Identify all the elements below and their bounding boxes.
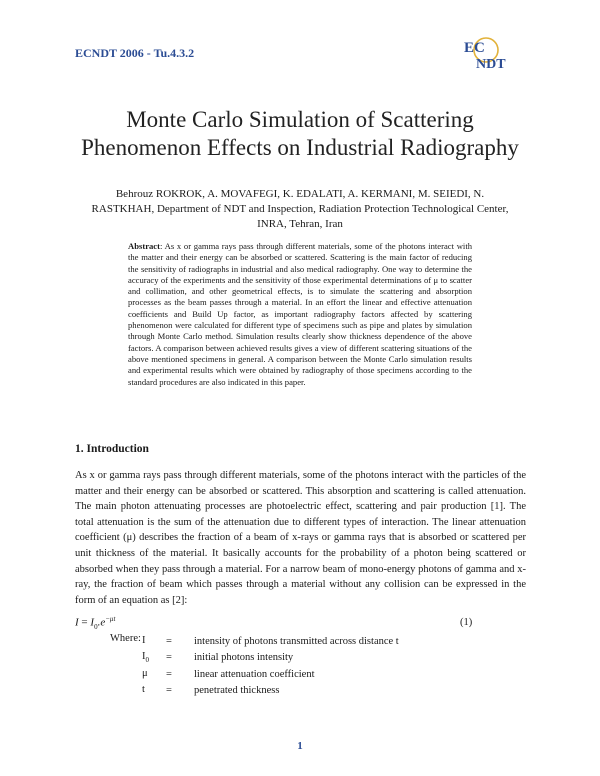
eq-dot-e: .e xyxy=(97,616,106,629)
def-symbol-sub: 0 xyxy=(145,656,149,665)
def-symbol xyxy=(142,668,166,681)
conference-code: ECNDT 2006 - Tu.4.3.2 xyxy=(75,46,195,60)
def-equals: = xyxy=(166,668,172,680)
abstract-label: Abstract xyxy=(128,241,160,251)
def-meaning: penetrated thickness xyxy=(194,685,280,697)
def-equals: = xyxy=(166,652,172,664)
author-line: Behrouz ROKROK, A. MOVAFEGI, K. EDALATI, A. KERMANI, M. SEIEDI, N. xyxy=(115,188,485,200)
def-symbol-text: μ xyxy=(142,667,148,679)
def-symbol-text: I xyxy=(142,651,146,663)
definition-row xyxy=(142,650,399,667)
eq-lhs: I xyxy=(75,616,79,629)
title-line: Monte Carlo Simulation of Scattering xyxy=(126,107,474,132)
def-symbol-text: t xyxy=(142,684,145,696)
eq-exponent: −μt xyxy=(105,615,116,623)
equation-1 xyxy=(75,615,115,631)
section-body xyxy=(75,468,526,608)
definition-row xyxy=(142,683,399,700)
symbol-definitions xyxy=(142,633,399,699)
def-symbol xyxy=(142,684,166,697)
def-meaning: initial photons intensity xyxy=(194,652,294,664)
def-meaning: intensity of photons transmitted across distance t xyxy=(194,635,399,647)
definition-row xyxy=(142,666,399,683)
author-line: INRA, Tehran, Iran xyxy=(257,218,343,230)
eq-equals: = xyxy=(78,616,91,629)
section-heading: 1. Introduction xyxy=(75,443,149,455)
author-affiliations xyxy=(60,187,540,232)
def-meaning: linear attenuation coefficient xyxy=(194,668,315,680)
svg-text:EC: EC xyxy=(464,40,485,56)
equation-number: (1) xyxy=(460,617,473,628)
paper-title xyxy=(40,106,560,162)
title-line: Phenomenon Effects on Industrial Radiography xyxy=(81,135,519,160)
page-number: 1 xyxy=(297,740,303,752)
def-symbol xyxy=(142,651,166,664)
where-label: Where: xyxy=(110,633,141,644)
abstract xyxy=(128,241,472,388)
ecndt-logo xyxy=(460,36,508,72)
def-equals: = xyxy=(166,635,172,647)
eq-base-sub: 0 xyxy=(94,622,98,631)
def-symbol-text: I xyxy=(142,634,146,646)
def-symbol xyxy=(142,635,166,648)
eq-base: I xyxy=(90,616,95,629)
paragraph: As x or gamma rays pass through different materials, some of the photons interact with the particles of the matter and their energy can be absorbed or scattered. This absorption and scattering is called attenuation. The main photon attenuating processes are photoelectric effect, scattering and pair production [1]. The total attenuation is the sum of the attenuation due to different types of interaction. The linear attenuation coefficient (μ) describes the fraction of a beam of x-rays or gamma rays that is absorbed or scattered per unit thickness of the material. It basically accounts for the probability of a photon being scattered or absorbed when they pass through a material. For a narrow beam of mono-energy photons of gamma and x-ray, the fraction of beam which passes through a material without any collision can be expressed in the form of an equation as [2]: xyxy=(75,470,526,606)
author-line: RASTKHAH, Department of NDT and Inspection, Radiation Protection Technological Center, xyxy=(91,203,509,215)
def-equals: = xyxy=(166,685,172,697)
svg-text:NDT: NDT xyxy=(476,57,506,72)
abstract-text: : As x or gamma rays pass through different materials, some of the photons interact with the matter and their energy can be absorbed or scattered. Scattering is the main factor of reducing the sensitivity of radiographs in industrial and also medical radiography. One way to determine the accuracy of the experiments and the sensitivity of those experimental determinations of μ to scatter and collimation, and other geometrical effects, is to simulate the scattering and absorption processes as the beam passes through a material. In an effort the linear and effective attenuation coefficients and Build Up factor, as important radiography factors affected by scattering phenomenon were calculated for different type of specimens such as pipe and plates by simulation through Monte Carlo method. Simulation results clearly show thickness dependence of the above factors. A comparison between achieved results gives a view of different scattering situations of the above mentioned specimens in general. A comparison between the Monte Carlo simulation results and experimental results which were obtained by radiography of those specimens according to the standard procedures are also indicated in this paper. xyxy=(128,241,472,387)
definition-row xyxy=(142,633,399,650)
